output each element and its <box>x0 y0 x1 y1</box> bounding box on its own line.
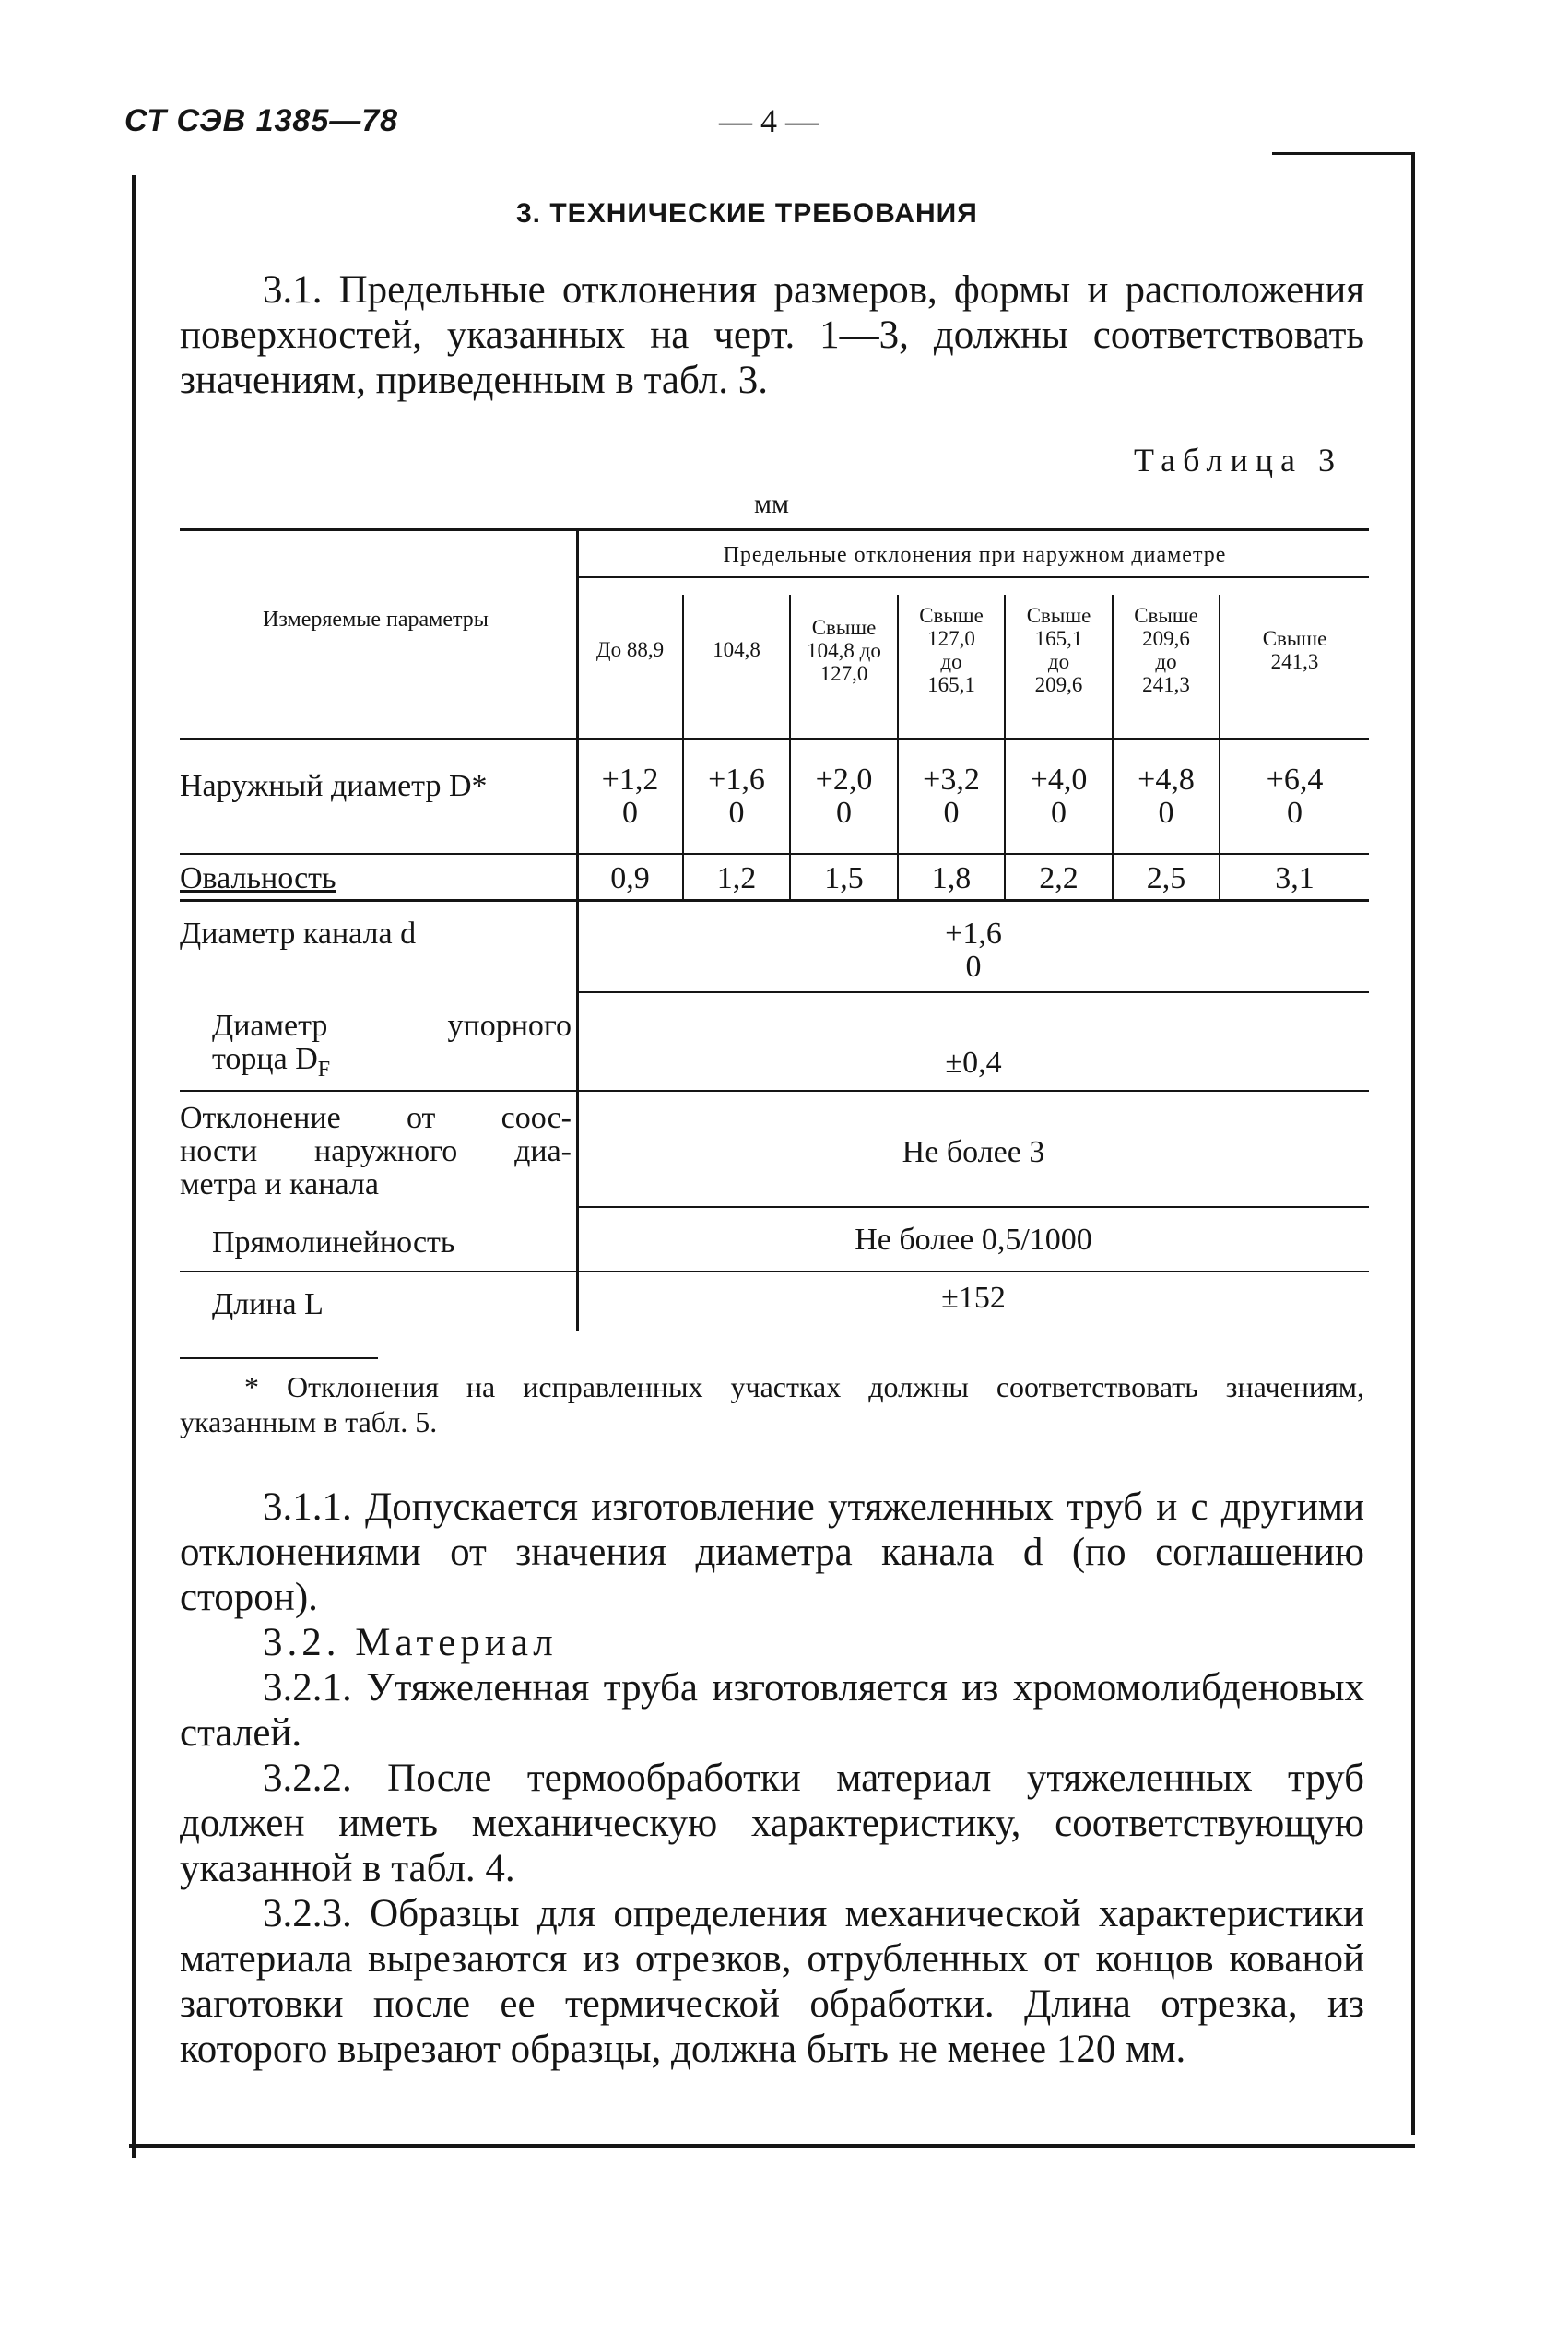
col-header-7: Свыше 241,3 <box>1262 627 1327 673</box>
paragraph-3-1: 3.1. Предельные отклонения размеров, формы и расположения поверхностей, указанных на черт. 1—3, должны соответствовать значениям, приведенным в табл. 3. <box>180 268 1364 402</box>
paragraph-3-2: 3.2. Материал <box>263 1621 558 1664</box>
row-rule-2 <box>180 899 1369 902</box>
body-text <box>180 1485 1364 2072</box>
row-rule-6 <box>180 1271 1369 1272</box>
group-header: Предельные отклонения при наружном диаметре <box>723 543 1227 567</box>
header-bottom-rule <box>180 738 1369 740</box>
outer-diameter-value-4: +3,2 0 <box>923 763 980 830</box>
outer-diameter-value-3: +2,0 0 <box>815 763 873 830</box>
outer-diameter-value-2: +1,6 0 <box>708 763 765 830</box>
paragraph-3-2-2: 3.2.2. После термообработки материал утяжеленных труб должен иметь механическую характеристику, соответствующую указанной в табл. 4. <box>180 1757 1364 1890</box>
row-rule-4 <box>180 1090 1369 1092</box>
ovality-value-5: 2,2 <box>1039 861 1079 895</box>
ovality-value-4: 1,8 <box>931 861 972 895</box>
frame-left-border <box>132 175 136 2158</box>
ovality-value-6: 2,5 <box>1146 861 1186 895</box>
row-rule-5 <box>576 1206 1369 1208</box>
group-header-rule <box>576 576 1369 578</box>
frame-top-border <box>1272 152 1415 155</box>
ovality-value-3: 1,5 <box>824 861 864 895</box>
row-label-length: Длина L <box>212 1287 324 1321</box>
col-header-3: Свыше 104,8 до 127,0 <box>807 616 881 685</box>
param-header: Измеряемые параметры <box>263 608 489 632</box>
ovality-value-2: 1,2 <box>716 861 757 895</box>
footnote: * Отклонения на исправленных участках должны соответствовать значениям, указанным в табл. 5. <box>180 1370 1364 1438</box>
thrust-face-value: ±0,4 <box>945 1046 1002 1080</box>
straightness-value: Не более 0,5/1000 <box>855 1223 1092 1257</box>
table-label: Таблица 3 <box>1134 442 1342 479</box>
table-top-rule <box>180 528 1369 531</box>
row-label-ovality: Овальность <box>180 861 336 895</box>
col-header-6: Свыше 209,6 до 241,3 <box>1134 604 1198 696</box>
coaxiality-value: Не более 3 <box>902 1135 1045 1169</box>
paragraph-3-2-1: 3.2.1. Утяжеленная труба изготовляется из хромомолибденовых сталей. <box>180 1666 1364 1755</box>
length-value: ±152 <box>941 1281 1006 1315</box>
ovality-value-1: 0,9 <box>610 861 650 895</box>
frame-bottom-border <box>129 2144 1415 2148</box>
outer-diameter-value-1: +1,2 0 <box>601 763 659 830</box>
footnote-rule <box>180 1357 378 1359</box>
paragraph-3-1-1: 3.1.1. Допускается изготовление утяжеленных труб и с другими отклонениями от значения диаметра канала d (по соглашению сторон). <box>180 1485 1364 1619</box>
col-header-1: До 88,9 <box>595 638 665 661</box>
channel-diameter-value: +1,6 0 <box>945 917 1002 984</box>
outer-diameter-value-7: +6,4 0 <box>1266 763 1324 830</box>
table-unit: мм <box>754 489 789 519</box>
page-number: — 4 — <box>719 102 819 139</box>
col-header-4: Свыше 127,0 до 165,1 <box>919 604 984 696</box>
row-label-straightness: Прямолинейность <box>212 1225 455 1260</box>
outer-diameter-value-6: +4,8 0 <box>1138 763 1195 830</box>
row-label-thrust-face: Диаметр упорного торца $D_F$ <box>212 1009 572 1082</box>
frame-right-border <box>1411 152 1415 2135</box>
row-label-outer-diameter: Наружный диаметр D* <box>180 769 488 803</box>
outer-diameter-value-5: +4,0 0 <box>1030 763 1088 830</box>
row-label-channel-diameter: Диаметр канала d <box>180 917 417 951</box>
section-title: 3. ТЕХНИЧЕСКИЕ ТРЕБОВАНИЯ <box>516 198 978 229</box>
paragraph-3-2-3: 3.2.3. Образцы для определения механической характеристики материала вырезаются из отрезков, отрубленных от концов кованой заготовки после ее термической обработки. Длина отрезка, из которого вырезают образцы, должна быть не менее 120 мм. <box>180 1892 1364 2071</box>
ovality-value-7: 3,1 <box>1275 861 1315 895</box>
col-header-2: 104,8 <box>713 638 760 661</box>
row-label-coaxiality: Отклонение от соос- ности наружного диа- метра и канала <box>180 1101 572 1201</box>
row-rule-3 <box>576 991 1369 993</box>
col-header-5: Свыше 165,1 до 209,6 <box>1026 604 1091 696</box>
row-rule-1 <box>180 853 1369 855</box>
document-code: СТ СЭВ 1385—78 <box>124 103 399 138</box>
